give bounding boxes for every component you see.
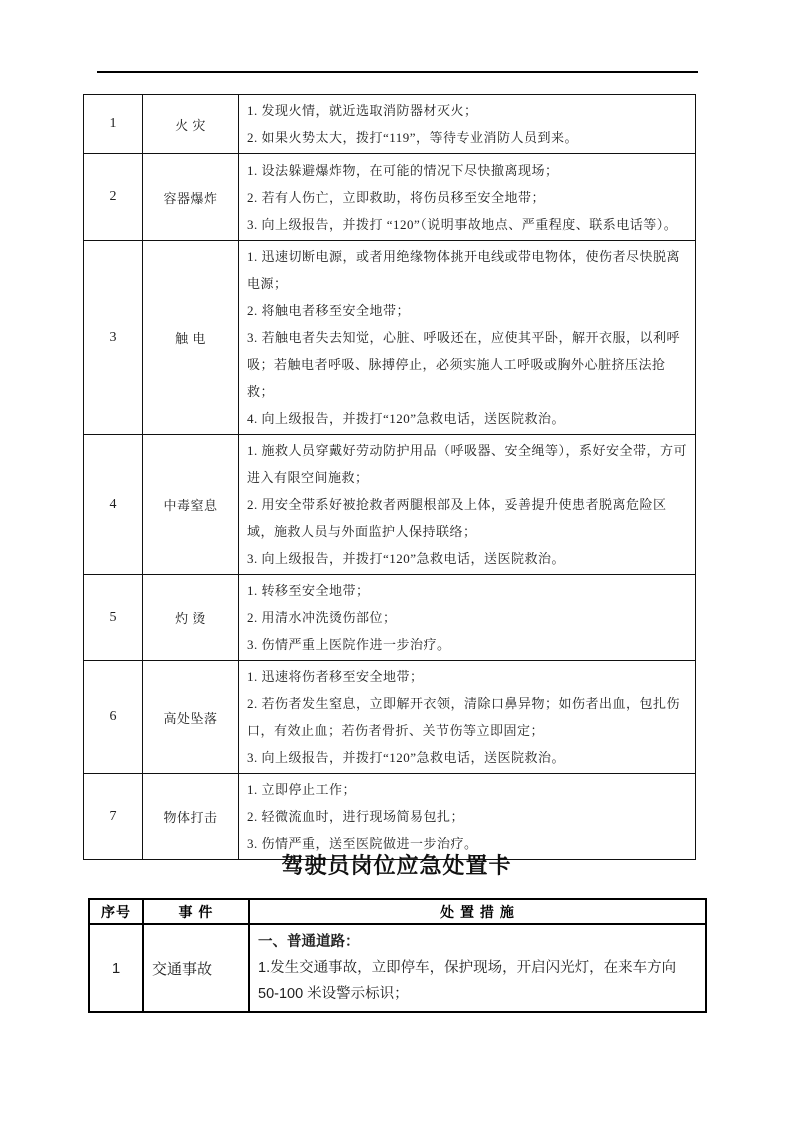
event-name: 中毒窒息 [143, 435, 239, 575]
measure-step: 2. 用安全带系好被抢救者两腿根部及上体，妥善提升使患者脱离危险区域，施救人员与外面监护人保持联络； [247, 497, 667, 539]
header-event: 事 件 [143, 899, 249, 924]
table-row [84, 241, 696, 435]
emergency-response-table [83, 94, 696, 860]
measure-step: 1.发生交通事故，立即停车，保护现场，开启闪光灯，在来车方向 50-100 米设警示标识； [258, 960, 677, 1002]
measure-step: 1. 设法躲避爆炸物，在可能的情况下尽快撤离现场； [247, 162, 559, 178]
measure-step: 1. 迅速切断电源，或者用绝缘物体挑开电线或带电物体，使伤者尽快脱离电源； [247, 249, 681, 291]
measure-step: 2. 若伤者发生窒息，立即解开衣领，清除口鼻异物；如伤者出血，包扎伤口，有效止血；若伤者骨折、关节伤等立即固定； [247, 696, 681, 738]
table-row [84, 774, 696, 860]
event-name: 火 灾 [143, 95, 239, 154]
measure-step: 3. 伤情严重上医院作进一步治疗。 [247, 637, 451, 652]
measure-step: 3. 向上级报告，并拨打“120”急救电话，送医院救治。 [247, 551, 566, 566]
table-row [84, 95, 696, 154]
measure-step: 2. 轻微流血时，进行现场简易包扎； [247, 809, 465, 824]
header-measures: 处 置 措 施 [249, 899, 706, 924]
measures-cell [239, 575, 696, 661]
measures-cell [239, 661, 696, 774]
measure-step: 1. 立即停止工作； [247, 782, 357, 797]
table-row [84, 154, 696, 241]
measure-step: 1. 施救人员穿戴好劳动防护用品（呼吸器、安全绳等），系好安全带，方可进入有限空间施救； [247, 443, 688, 485]
measure-step: 3. 向上级报告，并拨打“120”急救电话，送医院救治。 [247, 750, 566, 765]
measures-cell [239, 154, 696, 241]
measures-cell [239, 241, 696, 435]
event-name: 高处坠落 [143, 661, 239, 774]
measure-step: 3. 向上级报告，并拨打 “120”（说明事故地点、严重程度、联系电话等）。 [247, 216, 678, 232]
page-title: 驾驶员岗位应急处置卡 [281, 853, 512, 878]
event-name: 交通事故 [143, 924, 249, 1012]
event-name: 物体打击 [143, 774, 239, 860]
row-number: 6 [84, 661, 143, 774]
table-header-row [89, 899, 706, 924]
measure-step: 1. 转移至安全地带； [247, 583, 370, 598]
measures-cell [239, 95, 696, 154]
event-name: 容器爆炸 [143, 154, 239, 241]
event-name: 灼 烫 [143, 575, 239, 661]
row-number: 5 [84, 575, 143, 661]
measure-step: 1. 发现火情，就近选取消防器材灭火； [247, 103, 478, 118]
header-number: 序号 [89, 899, 143, 924]
measure-step: 2. 将触电者移至安全地带； [247, 303, 411, 318]
measure-step: 2. 用清水冲洗烫伤部位； [247, 610, 397, 625]
row-number: 4 [84, 435, 143, 575]
measure-step: 3. 若触电者失去知觉，心脏、呼吸还在，应使其平卧，解开衣服，以利呼吸；若触电者呼吸、脉搏停止，必须实施人工呼吸或胸外心脏挤压法抢救； [247, 330, 681, 399]
measure-step: 2. 如果火势太大，拨打“119”，等待专业消防人员到来。 [247, 130, 579, 145]
event-name: 触 电 [143, 241, 239, 435]
table-row [84, 575, 696, 661]
measures-cell [239, 435, 696, 575]
row-number: 2 [84, 154, 143, 241]
table-row [84, 661, 696, 774]
row-number: 7 [84, 774, 143, 860]
page-header-rule [97, 71, 698, 73]
measure-step: 2. 若有人伤亡，立即救助，将伤员移至安全地带； [247, 189, 546, 205]
table-row [89, 924, 706, 1012]
measure-step: 3. 伤情严重，送至医院做进一步治疗。 [247, 836, 478, 851]
driver-emergency-card-table [88, 898, 707, 1013]
table-row [84, 435, 696, 575]
measure-step: 4. 向上级报告，并拨打“120”急救电话，送医院救治。 [247, 411, 566, 426]
row-number: 1 [84, 95, 143, 154]
measures-cell [239, 774, 696, 860]
measure-step: 1. 迅速将伤者移至安全地带； [247, 669, 424, 684]
measures-cell [249, 924, 706, 1012]
row-number: 1 [89, 924, 143, 1012]
row-number: 3 [84, 241, 143, 435]
section-heading: 一、普通道路： [258, 934, 360, 950]
